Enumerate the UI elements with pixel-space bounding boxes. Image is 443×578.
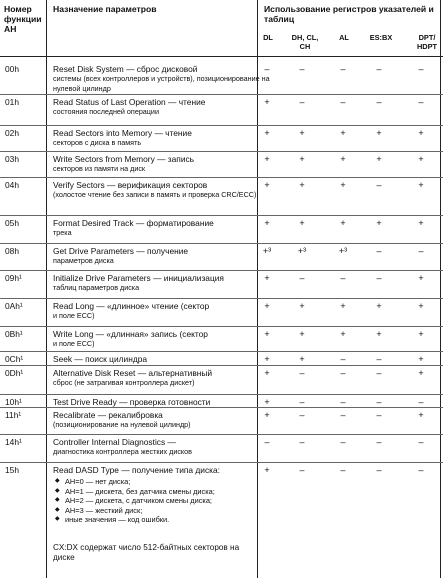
function-description [53, 64, 273, 94]
row-divider [0, 94, 443, 95]
register-usage-mark: – [376, 273, 382, 283]
function-description [53, 218, 273, 238]
function-description [53, 273, 273, 293]
register-usage-mark: + [418, 329, 424, 339]
row-divider [0, 215, 443, 216]
header-reg-esbx: ES:BX [369, 33, 393, 42]
register-usage-mark: + [418, 410, 424, 420]
function-number: 0Ch¹ [5, 354, 24, 364]
function-number: 11h¹ [5, 410, 22, 420]
description-title: Get Drive Parameters — получение [53, 246, 189, 256]
register-usage-mark: – [376, 437, 382, 447]
register-usage-mark: + [340, 128, 346, 138]
register-usage-mark: + [376, 218, 382, 228]
function-number: 02h [5, 128, 19, 138]
function-description [53, 97, 273, 117]
description-title: Write Sectors from Memory — запись [53, 154, 195, 164]
register-usage-mark: + [418, 218, 424, 228]
function-description [53, 128, 273, 148]
register-usage-mark: + [299, 329, 305, 339]
register-usage-mark: +³ [297, 246, 307, 256]
register-usage-mark: – [376, 397, 382, 407]
list-item: ◆ AH=2 — дискета, с датчиком смены диска; [55, 496, 275, 506]
register-usage-mark: + [418, 154, 424, 164]
description-title: Write Long — «длинная» запись (сектор [53, 329, 208, 339]
row-divider [0, 243, 443, 244]
header-regs: Использование регистров указателей и таблиц [264, 4, 434, 24]
register-usage-mark: – [340, 354, 346, 364]
function-number: 03h [5, 154, 19, 164]
register-usage-mark: – [376, 180, 382, 190]
function-number: 08h [5, 246, 19, 256]
function-description [53, 397, 273, 407]
register-usage-mark: + [299, 154, 305, 164]
register-usage-mark: – [418, 397, 424, 407]
function-description [53, 180, 273, 200]
header-reg-dl: DL [263, 33, 273, 42]
register-usage-mark: + [340, 329, 346, 339]
register-usage-mark: – [299, 437, 305, 447]
register-usage-mark: – [418, 437, 424, 447]
description-title: Read DASD Type — получение типа диска: [53, 465, 220, 475]
register-usage-mark: + [264, 301, 270, 311]
register-usage-mark: +³ [262, 246, 272, 256]
dasd-note: CX:DX содержат число 512-байтных секторов на диске [53, 543, 240, 562]
header-divider [0, 56, 443, 57]
register-usage-mark: + [340, 301, 346, 311]
row-divider [0, 462, 443, 463]
description-detail: и поле ECC) [53, 339, 95, 348]
function-number: 0Bh¹ [5, 329, 23, 339]
register-usage-mark: + [418, 128, 424, 138]
row-divider [0, 434, 443, 435]
description-title: Format Desired Track — форматирование [53, 218, 214, 228]
register-usage-mark: – [340, 397, 346, 407]
register-usage-mark: – [340, 410, 346, 420]
column-divider [440, 0, 441, 578]
function-description [53, 154, 273, 174]
register-usage-mark: + [264, 180, 270, 190]
function-description [53, 354, 273, 364]
register-usage-mark: + [264, 397, 270, 407]
register-usage-mark: + [264, 368, 270, 378]
register-usage-mark: – [418, 465, 424, 475]
register-usage-mark: – [376, 368, 382, 378]
register-usage-mark: – [418, 97, 424, 107]
header-reg-dh: DH, CL, CH [291, 33, 319, 51]
function-description [53, 246, 273, 266]
register-usage-mark: – [340, 273, 346, 283]
register-usage-mark: + [376, 301, 382, 311]
register-usage-mark: + [376, 329, 382, 339]
description-title: Controller Internal Diagnostics — [53, 437, 176, 447]
register-usage-mark: – [340, 97, 346, 107]
register-usage-mark: – [376, 246, 382, 256]
row-divider [0, 125, 443, 126]
register-usage-mark: – [264, 437, 270, 447]
header-desc: Назначение параметров [53, 4, 157, 14]
register-usage-mark: – [299, 410, 305, 420]
description-title: Seek — поиск цилиндра [53, 354, 148, 364]
register-usage-mark: +³ [338, 246, 348, 256]
function-number: 10h¹ [5, 397, 22, 407]
register-usage-mark: + [264, 354, 270, 364]
register-usage-mark: – [418, 64, 424, 74]
description-detail: секторов с диска в память [53, 138, 142, 147]
header-reg-dpt: DPT/ HDPT [416, 33, 438, 51]
description-title: Read Long — «длинное» чтение (сектор [53, 301, 210, 311]
function-number: 05h [5, 218, 19, 228]
description-detail: и поле ECC) [53, 311, 95, 320]
row-divider [0, 394, 443, 395]
register-usage-mark: + [299, 301, 305, 311]
function-description [53, 465, 273, 475]
register-usage-mark: + [264, 410, 270, 420]
register-usage-mark: + [264, 97, 270, 107]
function-description [53, 437, 273, 457]
register-usage-mark: – [376, 64, 382, 74]
register-usage-mark: – [340, 64, 346, 74]
register-usage-mark: + [299, 354, 305, 364]
description-title: Initialize Drive Parameters — инициализация [53, 273, 224, 283]
description-detail: диагностика контроллера жестких дисков [53, 447, 192, 456]
function-number: 00h [5, 64, 19, 74]
function-number: 0Ah¹ [5, 301, 23, 311]
register-usage-mark: – [299, 368, 305, 378]
function-description [53, 329, 273, 349]
row-divider [0, 365, 443, 366]
description-detail: системы (всех контроллеров и устройств), позиционирование на нулевой цилиндр [53, 74, 270, 93]
function-number: 04h [5, 180, 19, 190]
list-item: ◆ иные значения — код ошибки. [55, 515, 275, 525]
description-title: Recalibrate — рекалибровка [53, 410, 163, 420]
row-divider [0, 151, 443, 152]
register-usage-mark: – [376, 465, 382, 475]
register-usage-mark: – [376, 410, 382, 420]
function-description [53, 410, 273, 430]
register-usage-mark: – [418, 246, 424, 256]
description-detail: (позиционирование на нулевой цилиндр) [53, 420, 191, 429]
register-usage-mark: + [264, 128, 270, 138]
description-title: Test Drive Ready — проверка готовности [53, 397, 211, 407]
function-number: 01h [5, 97, 19, 107]
description-detail: таблиц параметров диска [53, 283, 140, 292]
description-detail: секторов из памяти на диск [53, 164, 146, 173]
register-usage-mark: + [264, 273, 270, 283]
register-usage-mark: + [340, 218, 346, 228]
description-title: Reset Disk System — сброс дисковой [53, 64, 198, 74]
register-usage-mark: – [340, 437, 346, 447]
register-usage-mark: + [299, 180, 305, 190]
register-usage-mark: + [418, 273, 424, 283]
description-detail: состояния последней операции [53, 107, 159, 116]
description-detail: сброс (не затрагивая контроллера дискет) [53, 378, 195, 387]
register-usage-mark: + [418, 354, 424, 364]
register-usage-mark: – [376, 97, 382, 107]
row-divider [0, 177, 443, 178]
register-usage-mark: + [418, 301, 424, 311]
function-number: 0Dh¹ [5, 368, 24, 378]
column-divider [46, 0, 47, 578]
register-usage-mark: – [340, 465, 346, 475]
description-detail: трека [53, 228, 72, 237]
function-description [53, 368, 273, 388]
function-description [53, 301, 273, 321]
register-usage-mark: – [340, 368, 346, 378]
register-usage-mark: + [340, 154, 346, 164]
row-divider [0, 270, 443, 271]
register-usage-mark: – [264, 64, 270, 74]
register-usage-mark: – [299, 465, 305, 475]
description-title: Read Status of Last Operation — чтение [53, 97, 206, 107]
register-usage-mark: + [340, 180, 346, 190]
function-number: 09h¹ [5, 273, 22, 283]
list-item: ◆ AH=0 — нет диска; [55, 477, 275, 487]
register-usage-mark: + [264, 154, 270, 164]
header-fn: Номер функции АН [4, 4, 42, 34]
register-usage-mark: + [299, 218, 305, 228]
row-divider [0, 351, 443, 352]
register-usage-mark: + [264, 329, 270, 339]
register-usage-mark: – [299, 97, 305, 107]
register-usage-mark: + [264, 218, 270, 228]
dasd-type-list [55, 477, 275, 525]
register-usage-mark: + [376, 128, 382, 138]
register-usage-mark: + [418, 180, 424, 190]
function-number: 15h [5, 465, 19, 475]
row-divider [0, 407, 443, 408]
register-usage-mark: + [264, 465, 270, 475]
description-title: Alternative Disk Reset — альтернативный [53, 368, 213, 378]
description-title: Read Sectors into Memory — чтение [53, 128, 192, 138]
description-title: Verify Sectors — верификация секторов [53, 180, 208, 190]
register-usage-mark: + [418, 368, 424, 378]
list-item: ◆ AH=1 — дискета, без датчика смены диска; [55, 487, 275, 497]
description-detail: (холостое чтение без записи в память и проверка CRC/ECC) [53, 190, 257, 199]
description-detail: параметров диска [53, 256, 114, 265]
register-usage-mark: – [299, 64, 305, 74]
row-divider [0, 298, 443, 299]
list-item: ◆ AH=3 — жесткий диск; [55, 506, 275, 516]
register-usage-mark: – [376, 354, 382, 364]
header-reg-al: AL [339, 33, 349, 42]
register-usage-mark: – [299, 273, 305, 283]
row-divider [0, 326, 443, 327]
register-usage-mark: + [376, 154, 382, 164]
register-usage-mark: + [299, 128, 305, 138]
register-usage-mark: – [299, 397, 305, 407]
function-number: 14h¹ [5, 437, 22, 447]
